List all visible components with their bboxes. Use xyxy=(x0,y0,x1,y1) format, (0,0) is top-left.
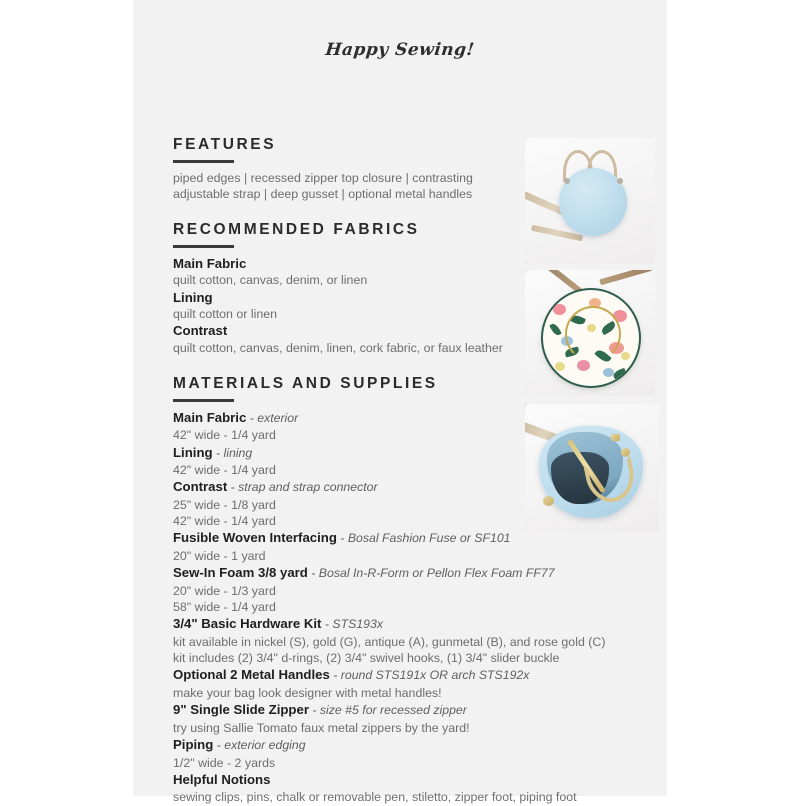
material-desc: - strap and strap connector xyxy=(227,480,378,495)
material-label xyxy=(173,564,633,583)
round-bag-body xyxy=(541,288,641,388)
material-line: 42" wide - 1/4 yard xyxy=(173,428,276,443)
features-line: adjustable strap | deep gusset | optional metal handles xyxy=(173,186,473,201)
material-entry xyxy=(173,666,633,701)
material-desc: - round STS191x OR arch STS192x xyxy=(329,668,530,683)
material-label-text: Fusible Woven Interfacing xyxy=(173,530,337,546)
material-line: 58" wide - 1/4 yard xyxy=(173,600,276,615)
fabric-label: Contrast xyxy=(173,323,228,339)
floral-leaf xyxy=(549,322,562,337)
floral-petal xyxy=(553,304,566,315)
hardware-ring xyxy=(617,178,623,184)
material-desc: - Bosal In-R-Form or Pellon Flex Foam FF77 xyxy=(307,566,555,581)
material-line: sewing clips, pins, chalk or removable pen, stiletto, zipper foot, piping foot xyxy=(173,790,577,805)
material-line: make your bag look designer with metal handles! xyxy=(173,685,442,700)
material-line: 25" wide - 1/8 yard xyxy=(173,497,276,512)
material-label-text: Sew-In Foam 3/8 yard xyxy=(173,565,308,581)
material-desc: - lining xyxy=(212,445,253,460)
pattern-page xyxy=(133,0,667,805)
recommended-fabrics-rule xyxy=(173,245,234,248)
material-line: 20" wide - 1 yard xyxy=(173,548,266,563)
material-line: kit available in nickel (S), gold (G), antique (A), gunmetal (B), and rose gold (C) xyxy=(173,634,606,649)
material-desc: - exterior xyxy=(246,410,299,425)
floral-petal xyxy=(555,362,565,371)
material-line: 42" wide - 1/4 yard xyxy=(173,514,276,529)
features-heading: FEATURES xyxy=(173,136,277,153)
material-line: 20" wide - 1/3 yard xyxy=(173,583,276,598)
material-label-text: Piping xyxy=(173,737,214,753)
photo-light-blue-round-bag xyxy=(525,138,655,264)
fabric-label: Main Fabric xyxy=(173,255,247,271)
features-line: piped edges | recessed zipper top closure | contrasting xyxy=(173,170,473,185)
material-desc: - STS193x xyxy=(321,617,383,632)
fabric-detail: quilt cotton or linen xyxy=(173,307,278,322)
photo-bag-interior xyxy=(525,404,659,532)
floral-petal xyxy=(603,368,614,377)
material-label xyxy=(173,666,633,685)
material-entry xyxy=(173,701,633,736)
fabric-detail: quilt cotton, canvas, denim, or linen xyxy=(173,273,368,288)
material-desc: - exterior edging xyxy=(213,738,306,753)
material-label-text: Main Fabric xyxy=(173,409,247,425)
material-label-text: Helpful Notions xyxy=(173,771,271,787)
material-label xyxy=(173,615,633,634)
fabric-label: Lining xyxy=(173,289,213,305)
material-label-text: 3/4" Basic Hardware Kit xyxy=(173,616,322,632)
material-desc: - Bosal Fashion Fuse or SF101 xyxy=(336,531,511,546)
recommended-fabrics-heading: RECOMMENDED FABRICS xyxy=(173,221,420,239)
material-label xyxy=(173,529,633,548)
zipper-pull xyxy=(611,434,620,441)
hardware-ring xyxy=(564,178,570,184)
material-desc: - size #5 for recessed zipper xyxy=(308,703,467,718)
material-entry xyxy=(173,736,633,771)
photo-floral-round-bag xyxy=(525,270,655,396)
floral-petal xyxy=(621,352,630,360)
material-label-text: Contrast xyxy=(173,479,228,495)
material-entry xyxy=(173,771,633,806)
material-label xyxy=(173,701,633,720)
hardware-ring xyxy=(543,496,554,506)
material-label-text: 9" Single Slide Zipper xyxy=(173,702,309,718)
material-label-text: Optional 2 Metal Handles xyxy=(173,667,330,683)
material-entry xyxy=(173,615,633,666)
features-rule xyxy=(173,160,234,163)
material-label-text: Lining xyxy=(173,444,213,460)
material-line: 42" wide - 1/4 yard xyxy=(173,463,276,478)
material-label xyxy=(173,771,633,790)
material-entry xyxy=(173,529,633,564)
material-line: 1/2" wide - 2 yards xyxy=(173,755,276,770)
page-script-title: Happy Sewing! xyxy=(324,40,476,60)
material-line: kit includes (2) 3/4" d-rings, (2) 3/4" swivel hooks, (1) 3/4" slider buckle xyxy=(173,651,560,666)
hardware-ring xyxy=(621,448,630,457)
materials-rule xyxy=(173,399,234,402)
fabric-detail: quilt cotton, canvas, denim, linen, cork fabric, or faux leather xyxy=(173,340,503,355)
material-line: try using Sallie Tomato faux metal zippers by the yard! xyxy=(173,720,470,735)
recessed-zipper-arc xyxy=(565,306,621,362)
materials-heading: MATERIALS AND SUPPLIES xyxy=(173,375,438,393)
material-entry xyxy=(173,564,633,615)
material-label xyxy=(173,736,633,755)
